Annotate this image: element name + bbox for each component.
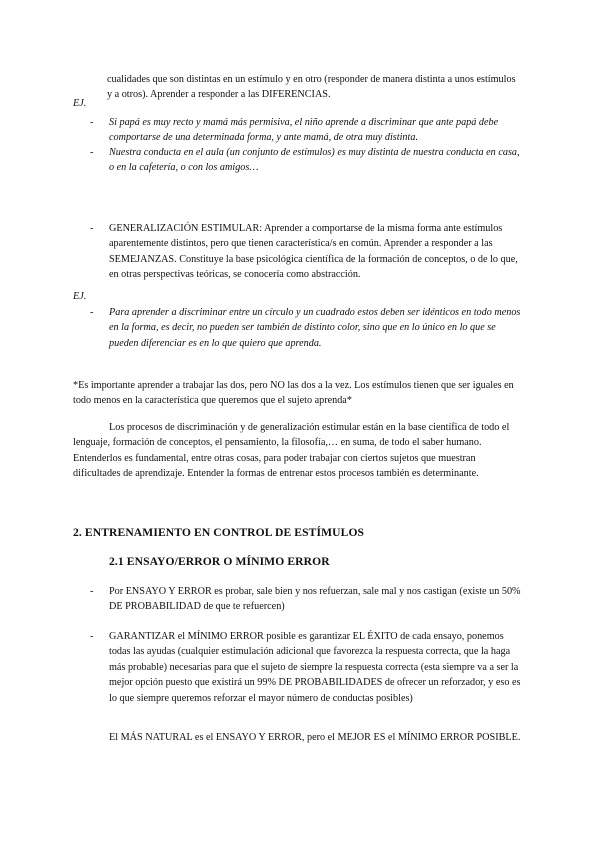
paragraph-processes: Los procesos de discriminación y de generalización estimular están en la base científica de todo el lenguaje, formación de conceptos, el pensamiento, la filosofía,… en suma, de todo el saber humano. Entenderlos es fundamental, entre otras cosas, para poder trabajar con ciertos sujetos que muestran dificultades de aprendizaje. Entender la formas de entrenar estos procesos también es determinante. — [73, 422, 510, 480]
example-item-parents: Si papá es muy recto y mamá más permisiva, el niño aprende a discriminar que ante papá debe comportarse de una determinada forma, y ante mamá, de otra muy distinta. — [109, 117, 499, 144]
bullet-dash: - — [90, 586, 94, 597]
trial-and-error-item: Por ENSAYO Y ERROR es probar, sale bien y nos refuerzan, sale mal y nos castigan (existe un 50% DE PROBABILIDAD de que te refuercen) — [109, 586, 521, 613]
bullet-dash: - — [90, 307, 94, 318]
paragraph-discrimination-end: cualidades que son distintas en un estímulo y en otro (responder de manera distinta a unos estímulos y a otros). Aprender a responder a las DIFERENCIAS. — [107, 74, 516, 101]
bullet-dash: - — [90, 631, 94, 642]
minimum-error-item: GARANTIZAR el MÍNIMO ERROR posible es garantizar EL ÉXITO de cada ensayo, ponemos todas las ayudas (cualquier estimulación adicional que favorezca la respuesta correcta, que la haga más probable) necesarias para que el sujeto de siempre la respuesta correcta (esta siempre va a ser la mejor opción puesto que existirá un 99% DE PROBABILIDADES de ofrecer un reforzador, y eso es lo que siempre queremos reforzar el mayor número de conductas posibles) — [109, 631, 521, 704]
bullet-dash: - — [90, 147, 94, 158]
section-heading-2: 2. ENTRENAMIENTO EN CONTROL DE ESTÍMULOS — [73, 526, 365, 539]
subsection-heading-2-1: 2.1 ENSAYO/ERROR O MÍNIMO ERROR — [109, 555, 330, 568]
generalization-definition: GENERALIZACIÓN ESTIMULAR: Aprender a comportarse de la misma forma ante estímulos aparentemente distintos, pero que tienen característica/s en común. Aprender a responder a las SEMEJANZAS. Constituye la base psicológica científica de la formación de conceptos, o de lo que, en otras perspectivas teóricas, se conocería como abstracción. — [109, 223, 518, 281]
example-label-2: EJ. — [73, 291, 87, 302]
bullet-dash: - — [90, 223, 94, 234]
conclusion-paragraph: El MÁS NATURAL es el ENSAYO Y ERROR, pero el MEJOR ES el MÍNIMO ERROR POSIBLE. — [109, 732, 521, 743]
example-item-classroom: Nuestra conducta en el aula (un conjunto de estímulos) es muy distinta de nuestra conducta en casa, o en la cafetería, o con los amigos… — [109, 147, 520, 174]
example-label-1: EJ. — [73, 98, 87, 109]
example-item-shapes: Para aprender a discriminar entre un círculo y un cuadrado estos deben ser idénticos en todo menos en la forma, es decir, no pueden ser también de distinto color, sino que en lo único en lo que se pueden diferenciar es en lo que quiero que aprenda. — [109, 307, 521, 349]
bullet-dash: - — [90, 117, 94, 128]
important-note: *Es importante aprender a trabajar las dos, pero NO las dos a la vez. Los estímulos tienen que ser iguales en todo menos en la característica que queremos que el sujeto aprenda* — [73, 380, 514, 407]
